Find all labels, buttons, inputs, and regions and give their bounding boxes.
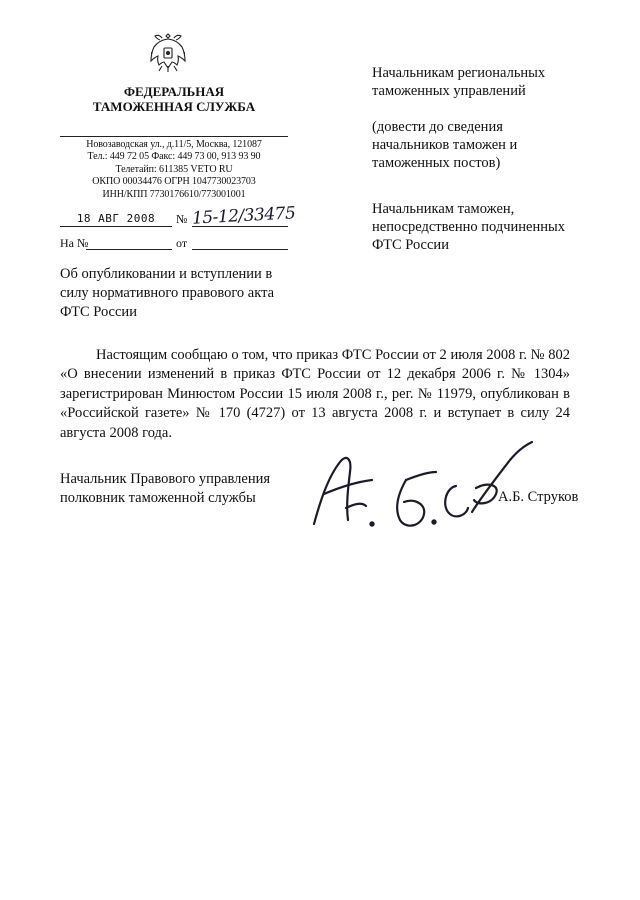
- header-divider: [60, 136, 288, 137]
- sender-requisites: [60, 139, 288, 201]
- addressee-note: [372, 118, 602, 172]
- reference-number-blank: [86, 249, 172, 250]
- reference-line: [60, 236, 290, 252]
- addressee-line: таможенных управлений: [372, 83, 526, 99]
- addressee-customs-heads: [372, 200, 602, 254]
- sender-okpo: ОКПО 00034476 ОГРН 1047730023703: [92, 176, 256, 188]
- number-label: №: [176, 212, 188, 226]
- org-name-line1: ФЕДЕРАЛЬНАЯ: [123, 84, 225, 99]
- sender-address: Новозаводская ул., д.11/5, Москва, 121087: [86, 139, 262, 150]
- coat-of-arms-emblem: [147, 30, 189, 74]
- org-name-line2: ТАМОЖЕННАЯ СЛУЖБА: [92, 99, 256, 114]
- sender-inn: ИНН/КПП 7730176610/773001001: [102, 188, 246, 200]
- sender-organization: [60, 84, 288, 114]
- addressee-line: таможенных постов): [372, 155, 501, 171]
- registration-date-stamp: 18 АВГ 2008: [60, 212, 172, 227]
- subject-line: силу нормативного правового акта: [60, 285, 275, 301]
- reference-date-blank: [192, 249, 288, 250]
- addressee-line: ФТС России: [372, 237, 449, 253]
- registration-number-handwritten: 15-12/33475: [191, 203, 296, 229]
- addressee-line: начальников таможен и: [372, 137, 518, 153]
- addressee-line: непосредственно подчиненных: [372, 219, 565, 235]
- signatory-position-line: Начальник Правового управления: [60, 471, 271, 487]
- letter-subject: [60, 265, 300, 322]
- subject-line: ФТС России: [60, 304, 137, 320]
- registration-line: [60, 203, 310, 229]
- addressee-regional-customs: [372, 64, 602, 100]
- subject-line: Об опубликовании и вступлении в: [60, 266, 273, 282]
- letter-body: Настоящим сообщаю о том, что приказ ФТС России от 2 июля 2008 г. № 802 «О внесении изменений в приказ ФТС России от 12 декабря 2006 г. № 1304» зарегистрирован Минюстом России 15 июля 2008 г., рег. № 11979, опубликован в «Российской газете» № 170 (4727) от 13 августа 2008 г. и вступает в силу 24 августа 2008 года.: [60, 347, 570, 441]
- handwritten-signature: [306, 432, 536, 542]
- sender-phones: Тел.: 449 72 05 Факс: 449 73 00, 913 93 90: [87, 151, 261, 163]
- reference-date-label: от: [176, 236, 188, 250]
- addressee-line: Начальникам региональных: [372, 65, 546, 81]
- signatory-position-line: полковник таможенной службы: [60, 490, 256, 506]
- reference-number-label: На №: [60, 236, 89, 250]
- signatory-name: А.Б. Струков: [498, 489, 579, 505]
- signatory-position: [60, 470, 300, 508]
- addressee-line: (довести до сведения: [372, 119, 503, 135]
- addressee-line: Начальникам таможен,: [372, 201, 515, 217]
- sender-teletype: Телетайп: 611385 VETO RU: [115, 163, 233, 175]
